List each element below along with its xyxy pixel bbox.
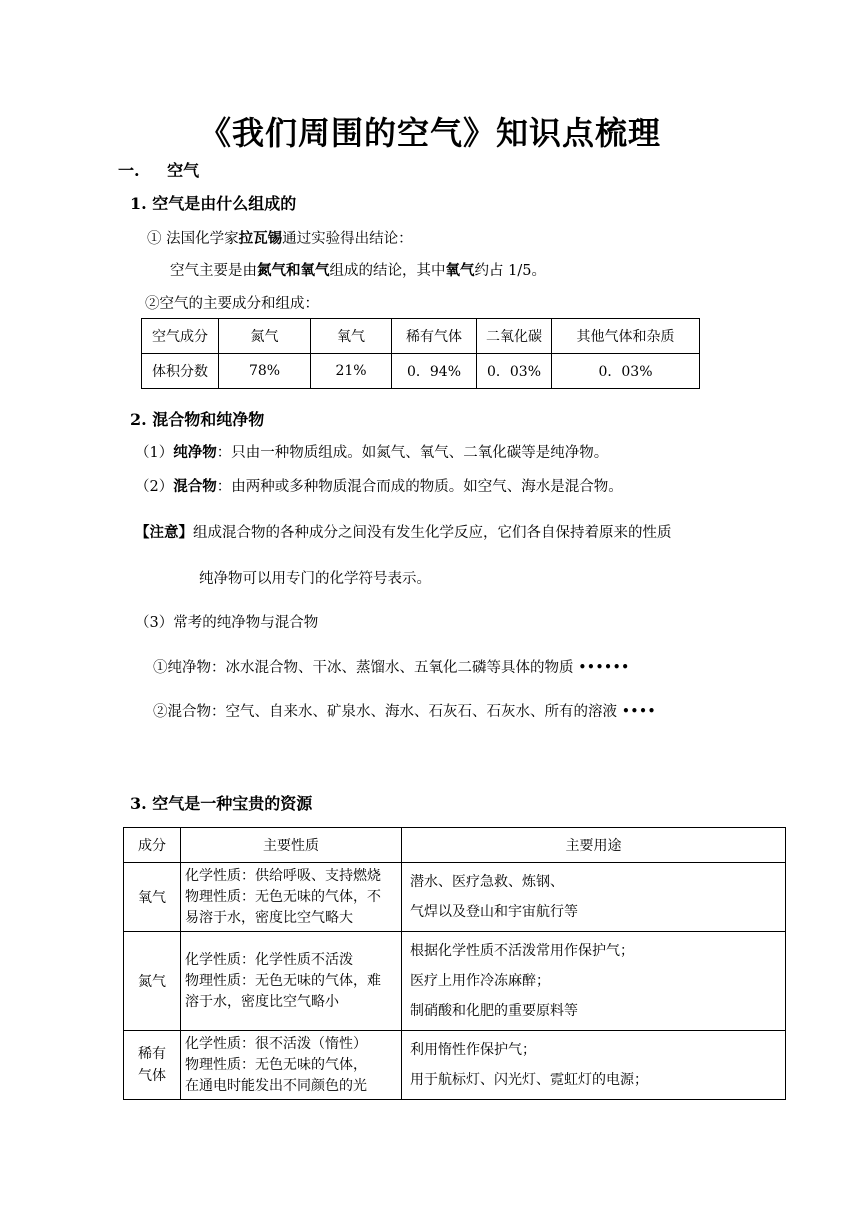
subsection-heading-3: 3. 空气是一种宝贵的资源 [130,794,313,813]
table-cell: 氧气 [311,319,392,354]
gas-name: 氧气 [124,863,181,932]
page-title: 《我们周围的空气》知识点梳理 [198,114,661,152]
air-resources-table [123,827,786,1100]
air-composition-table [141,318,700,389]
gas-name: 稀有 气体 [124,1031,181,1100]
section-number: 一. [118,161,140,180]
composition-intro: ②空气的主要成分和组成： [145,296,319,312]
properties-cell: 化学性质：化学性质不活泼 物理性质：无色无味的气体，难 溶于水，密度比空气略小 [181,932,402,1031]
table-cell: 其他气体和杂质 [552,319,700,354]
mixture-examples: ②混合物：空气、自来水、矿泉水、海水、石灰石、石灰水、所有的溶液 •••• [153,704,656,720]
table-header-row [124,828,786,863]
table-cell: 主要性质 [181,828,402,863]
section-label: 空气 [167,161,200,180]
table-cell: 成分 [124,828,181,863]
table-row [124,1031,786,1100]
note-line: 【注意】组成混合物的各种成分之间没有发生化学反应，它们各自保持着原来的性质 [135,524,672,541]
table-cell: 78% [219,354,311,389]
table-cell: 氮气 [219,319,311,354]
pure-definition: （1）纯净物：只由一种物质组成。如氮气、氧气、二氧化碳等是纯净物。 [135,444,609,461]
table-cell: 0．03% [477,354,552,389]
common-substances-heading: （3）常考的纯净物与混合物 [135,615,319,631]
table-cell: 0．03% [552,354,700,389]
properties-cell: 化学性质：很不活泼（惰性） 物理性质：无色无味的气体， 在通电时能发出不同颜色的光 [181,1031,402,1100]
mixture-definition: （2）混合物：由两种或多种物质混合而成的物质。如空气、海水是混合物。 [135,478,623,495]
properties-cell: 化学性质：供给呼吸、支持燃烧 物理性质：无色无味的气体，不 易溶于水，密度比空气略大 [181,863,402,932]
table-cell: 21% [311,354,392,389]
section-heading [118,158,199,181]
lavoisier-line: ① 法国化学家拉瓦锡通过实验得出结论： [147,230,413,247]
table-cell: 二氧化碳 [477,319,552,354]
note-line-2: 纯净物可以用专门的化学符号表示。 [199,571,431,587]
note-label: 【注意】 [135,524,193,541]
table-cell: 0．94% [392,354,477,389]
uses-cell: 根据化学性质不活泼常用作保护气； 医疗上用作冷冻麻醉； 制硝酸和化肥的重要原料等 [402,932,786,1031]
table-cell: 体积分数 [142,354,219,389]
uses-cell: 利用惰性作保护气； 用于航标灯、闪光灯、霓虹灯的电源； [402,1031,786,1100]
table-row [124,932,786,1031]
gas-name: 氮气 [124,932,181,1031]
table-row [124,863,786,932]
pure-examples: ①纯净物：冰水混合物、干冰、蒸馏水、五氧化二磷等具体的物质 •••••• [153,660,630,676]
subsection-heading-1: 1. 空气是由什么组成的 [130,194,297,213]
table-header-row [142,319,700,354]
uses-cell: 潜水、医疗急救、炼钢、 气焊以及登山和宇宙航行等 [402,863,786,932]
table-cell: 主要用途 [402,828,786,863]
conclusion-line: 空气主要是由氮气和氧气组成的结论，其中氧气约占 1/5。 [170,262,546,279]
table-row [142,354,700,389]
table-cell: 稀有气体 [392,319,477,354]
table-cell: 空气成分 [142,319,219,354]
subsection-heading-2: 2. 混合物和纯净物 [130,410,265,429]
lavoisier-name: 拉瓦锡 [238,230,283,247]
